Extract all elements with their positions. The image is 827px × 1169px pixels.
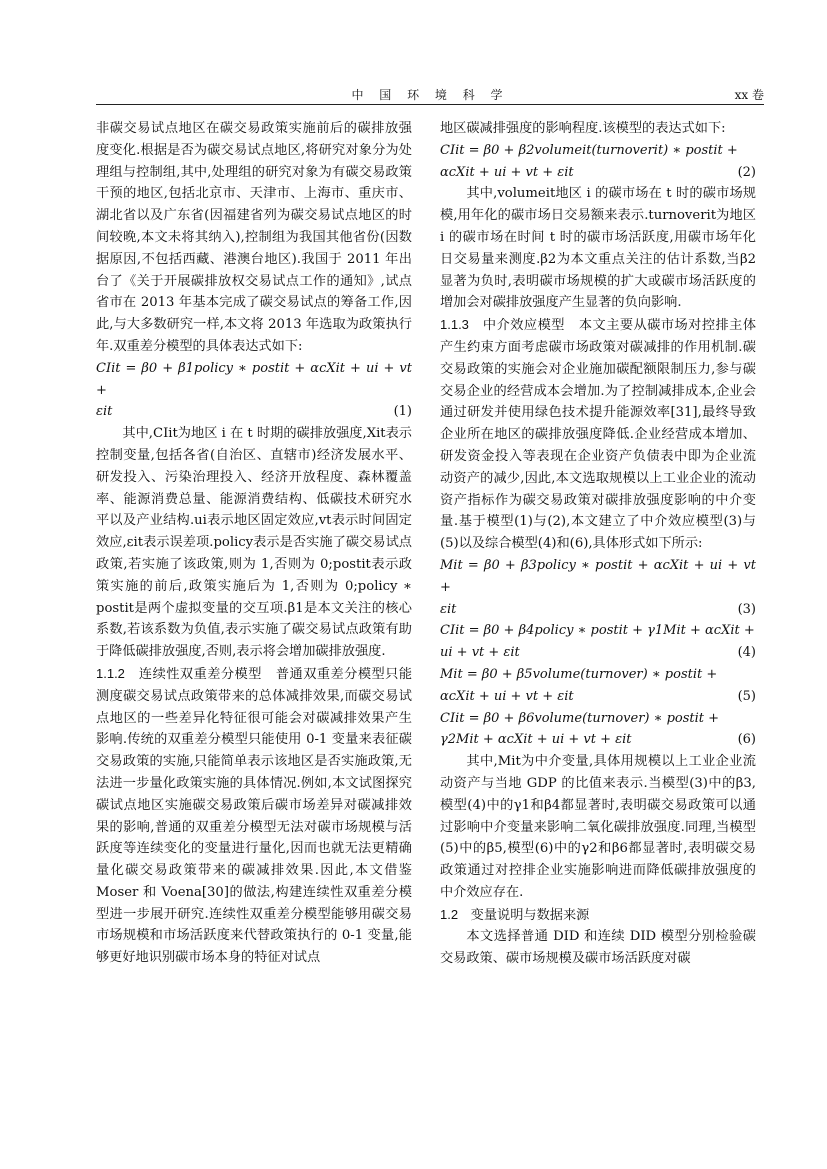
section-number: 1.2: [440, 906, 459, 922]
equation-line: εit: [440, 601, 457, 617]
paragraph: 非碳交易试点地区在碳交易政策实施前后的碳排放强度变化.根据是否为碳交易试点地区,将研究对象分为处理组与控制组,其中,处理组的研究对象为有碳交易政策干预的地区,包括北京市、天津市、上海市、重庆市、湖北省以及广东省(因福建省列为碳交易试点地区的时间较晚,本文未将其纳入),控制组为我国其他省份(因数据原因,不包括西藏、港澳台地区).我国于 2011 年出台了《关于开展碳排放权交易试点工作的通知》,试点省市在 2013 年基本完成了碳交易试点的筹备工作,因此,与大多数研究一样,本文将 2013 年选取为政策执行年.双重差分模型的具体表达式如下:: [96, 121, 412, 354]
equation-line: γ2Mit + αcXit + ui + vt + εit: [440, 732, 632, 748]
equation-line: Mit = β0 + β3policy ∗ postit + αcXit + ui + vt +: [440, 557, 756, 595]
equation-number: (4): [737, 645, 756, 661]
section-heading-1-1-3: [440, 314, 756, 555]
right-column: [440, 118, 756, 970]
header-rule: [96, 104, 764, 105]
equation-2: [440, 140, 756, 184]
journal-name: 中 国 环 境 科 学: [351, 88, 509, 102]
equation-5: [440, 664, 756, 708]
equation-number: (5): [737, 688, 756, 704]
paragraph: 地区碳减排强度的影响程度.该模型的表达式如下:: [440, 121, 726, 136]
equation-line: αcXit + ui + vt + εit: [440, 164, 574, 180]
section-title: 中介效应模型: [482, 318, 565, 334]
section-number: 1.1.3: [440, 317, 469, 333]
volume-label: xx 卷: [734, 88, 764, 102]
equation-number: (3): [737, 601, 756, 617]
equation-number: (1): [393, 404, 412, 420]
paragraph: 本文选择普通 DID 和连续 DID 模型分别检验碳交易政策、碳市场规模及碳市场活跃度对碳: [440, 929, 756, 967]
paragraph: 普通双重差分模型只能测度碳交易试点政策带来的总体减排效果,而碳交易试点地区的一些差异化特征很可能会对碳减排效果产生影响.传统的双重差分模型只能使用 0-1 变量来表征碳交易政策的实施,只能简单表示该地区是否实施政策,无法进一步量化政策实施的具体情况.例如,本文试图探究碳试点地区实施碳交易政策后碳市场差异对碳减排效果的影响,普通的双重差分模型无法对碳市场规模与活跃度等连续变化的变量进行量化,因而也就无法更精确量化碳交易政策带来的碳减排效果.因此,本文借鉴 Moser 和 Voena[30]的做法,构建连续性双重差分模型进一步展开研究.连续性双重差分模型能够用碳交易市场规模和市场活跃度来代替政策执行的 0-1 变量,能够更好地识别碳市场本身的特征对试点: [96, 666, 413, 966]
equation-line: αcXit + ui + vt + εit: [440, 688, 574, 704]
equation-line: CIit = β0 + β4policy ∗ postit + γ1Mit + αcXit +: [440, 623, 755, 639]
section-number: 1.1.2: [96, 665, 125, 681]
left-column: [96, 118, 412, 969]
equation-line: CIit = β0 + β2volumeit(turnoverit) ∗ postit +: [440, 142, 738, 158]
paragraph: 其中,Mit为中介变量,具体用规模以上工业企业流动资产与当地 GDP 的比值来表示.当模型(3)中的β3,模型(4)中的γ1和β4都显著时,表明碳交易政策可以通过影响中介变量来影响二氧化碳排放强度.同理,当模型(5)中的β5,模型(6)中的γ2和β6都显著时,表明碳交易政策通过对控排企业实施影响进而降低碳排放强度的中介效应存在.: [440, 754, 756, 900]
equation-6: [440, 708, 756, 752]
equation-1: [96, 358, 412, 423]
section-heading-1-2: [440, 904, 756, 927]
section-title: 变量说明与数据来源: [470, 907, 590, 923]
paragraph: 本文主要从碳市场对控排主体产生约束方面考虑碳市场政策对碳减排的作用机制.碳交易政策的实施会对企业施加碳配额限制压力,参与碳交易企业的经营成本会增加.为了控制减排成本,企业会通过研发并使用绿色技术提升能源效率[31],最终导致企业所在地区的碳排放强度降低.企业经营成本增加、研发资金投入等表现在企业资产负债表中即为企业流动资产的减少,因此,本文选取规模以上工业企业的流动资产指标作为碳交易政策对碳排放强度影响的中介变量.基于模型(1)与(2),本文建立了中介效应模型(3)与(5)以及综合模型(4)和(6),具体形式如下所示:: [440, 318, 757, 552]
equation-number: (2): [737, 164, 756, 180]
equation-line: CIit = β0 + β6volume(turnover) ∗ postit +: [440, 710, 720, 726]
equation-line: CIit = β0 + β1policy ∗ postit + αcXit + ui + vt +: [96, 360, 412, 398]
paragraph: 其中,volumeit地区 i 的碳市场在 t 时的碳市场规模,用年化的碳市场日交易额来表示.turnoverit为地区 i 的碳市场在时间 t 时的碳市场活跃度,用碳市场年化日交易量来测度.β2为本文重点关注的估计系数,当β2显著为负时,表明碳市场规模的扩大或碳市场活跃度的增加会对碳排放强度产生显著的负向影响.: [440, 186, 756, 311]
equation-number: (6): [737, 732, 756, 748]
equation-4: [440, 620, 756, 664]
section-title: 连续性双重差分模型: [138, 666, 262, 682]
section-heading-1-1-2: [96, 663, 412, 969]
equation-3: [440, 555, 756, 620]
equation-line: ui + vt + εit: [440, 645, 520, 661]
page-header: [96, 86, 764, 106]
equation-line: εit: [96, 404, 113, 420]
paragraph: 其中,CIit为地区 i 在 t 时期的碳排放强度,Xit表示控制变量,包括各省(自治区、直辖市)经济发展水平、研发投入、污染治理投入、经济开放程度、森林覆盖率、能源消费总量、能源消费结构、低碳技术研究水平以及产业结构.ui表示地区固定效应,vt表示时间固定效应,εit表示误差项.policy表示是否实施了碳交易试点政策,若实施了该政策,则为 1,否则为 0;postit表示政策实施的前后,政策实施后为 1,否则为 0;policy ∗ postit是两个虚拟变量的交互项.β1是本文关注的核心系数,若该系数为负值,表示实施了碳交易试点政策有助于降低碳排放强度,否则,表示将会增加碳排放强度.: [96, 426, 412, 660]
equation-line: Mit = β0 + β5volume(turnover) ∗ postit +: [440, 666, 718, 682]
